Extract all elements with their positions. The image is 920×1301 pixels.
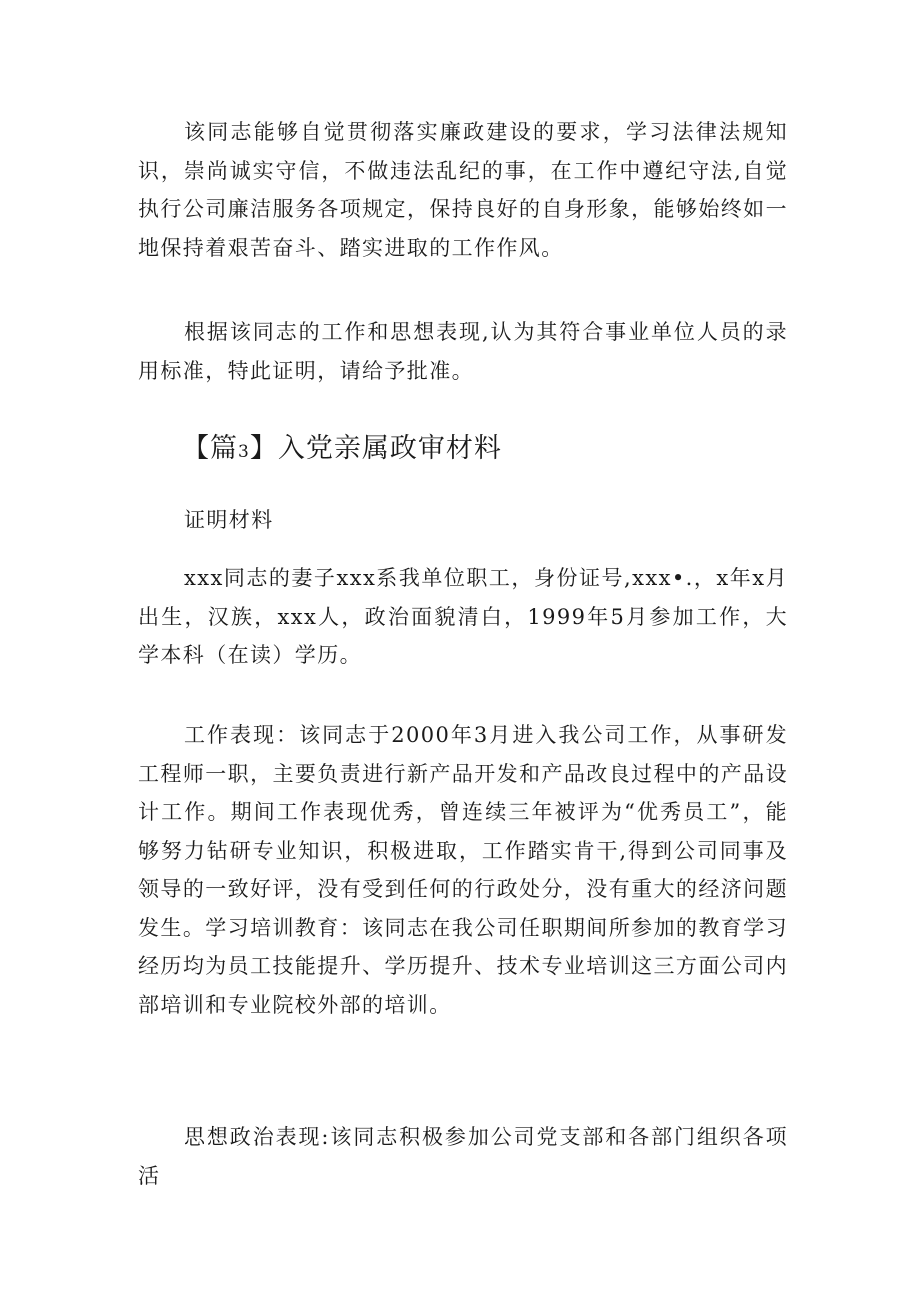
heading-number: 3 [238, 442, 250, 462]
paragraph-integrity: 该同志能够自觉贯彻落实廉政建设的要求，学习法律法规知识，崇尚诚实守信，不做违法乱纪的事，在工作中遵纪守法,自觉执行公司廉洁服务各项规定，保持良好的自身形象，能够始终如一地保持着艰苦奋斗、踏实进取的工作作风。 [138, 120, 788, 260]
paragraph-basic-info: xxx同志的妻子xxx系我单位职工，身份证号,xxx•.，x年x月出生，汉族，xxx人，政治面貌清白，1999年5月参加工作，大学本科（在读）学历。 [138, 566, 788, 667]
paragraph-work-performance: 工作表现：该同志于2000年3月进入我公司工作，从事研发工程师一职，主要负责进行新产品开发和产品改良过程中的产品设计工作。期间工作表现优秀，曾连续三年被评为“优秀员工”，能够努力钻研专业知识，积极进取，工作踏实肯干,得到公司同事及领导的一致好评，没有受到任何的行政处分，没有重大的经济问题发生。学习培训教育：该同志在我公司任职期间所参加的教育学习经历均为员工技能提升、学历提升、技术专业培训这三方面公司内部培训和专业院校外部的培训。 [138, 723, 788, 1017]
heading-prefix: 【篇 [182, 433, 238, 464]
paragraph-political-performance: 思想政治表现:该同志积极参加公司党支部和各部门组织各项活 [138, 1125, 788, 1188]
subtitle: 证明材料 [184, 508, 274, 532]
section-heading [182, 426, 502, 465]
heading-suffix: 】入党亲属政审材料 [249, 433, 502, 464]
paragraph-conclusion: 根据该同志的工作和思想表现,认为其符合事业单位人员的录用标准，特此证明，请给予批准。 [138, 320, 788, 383]
